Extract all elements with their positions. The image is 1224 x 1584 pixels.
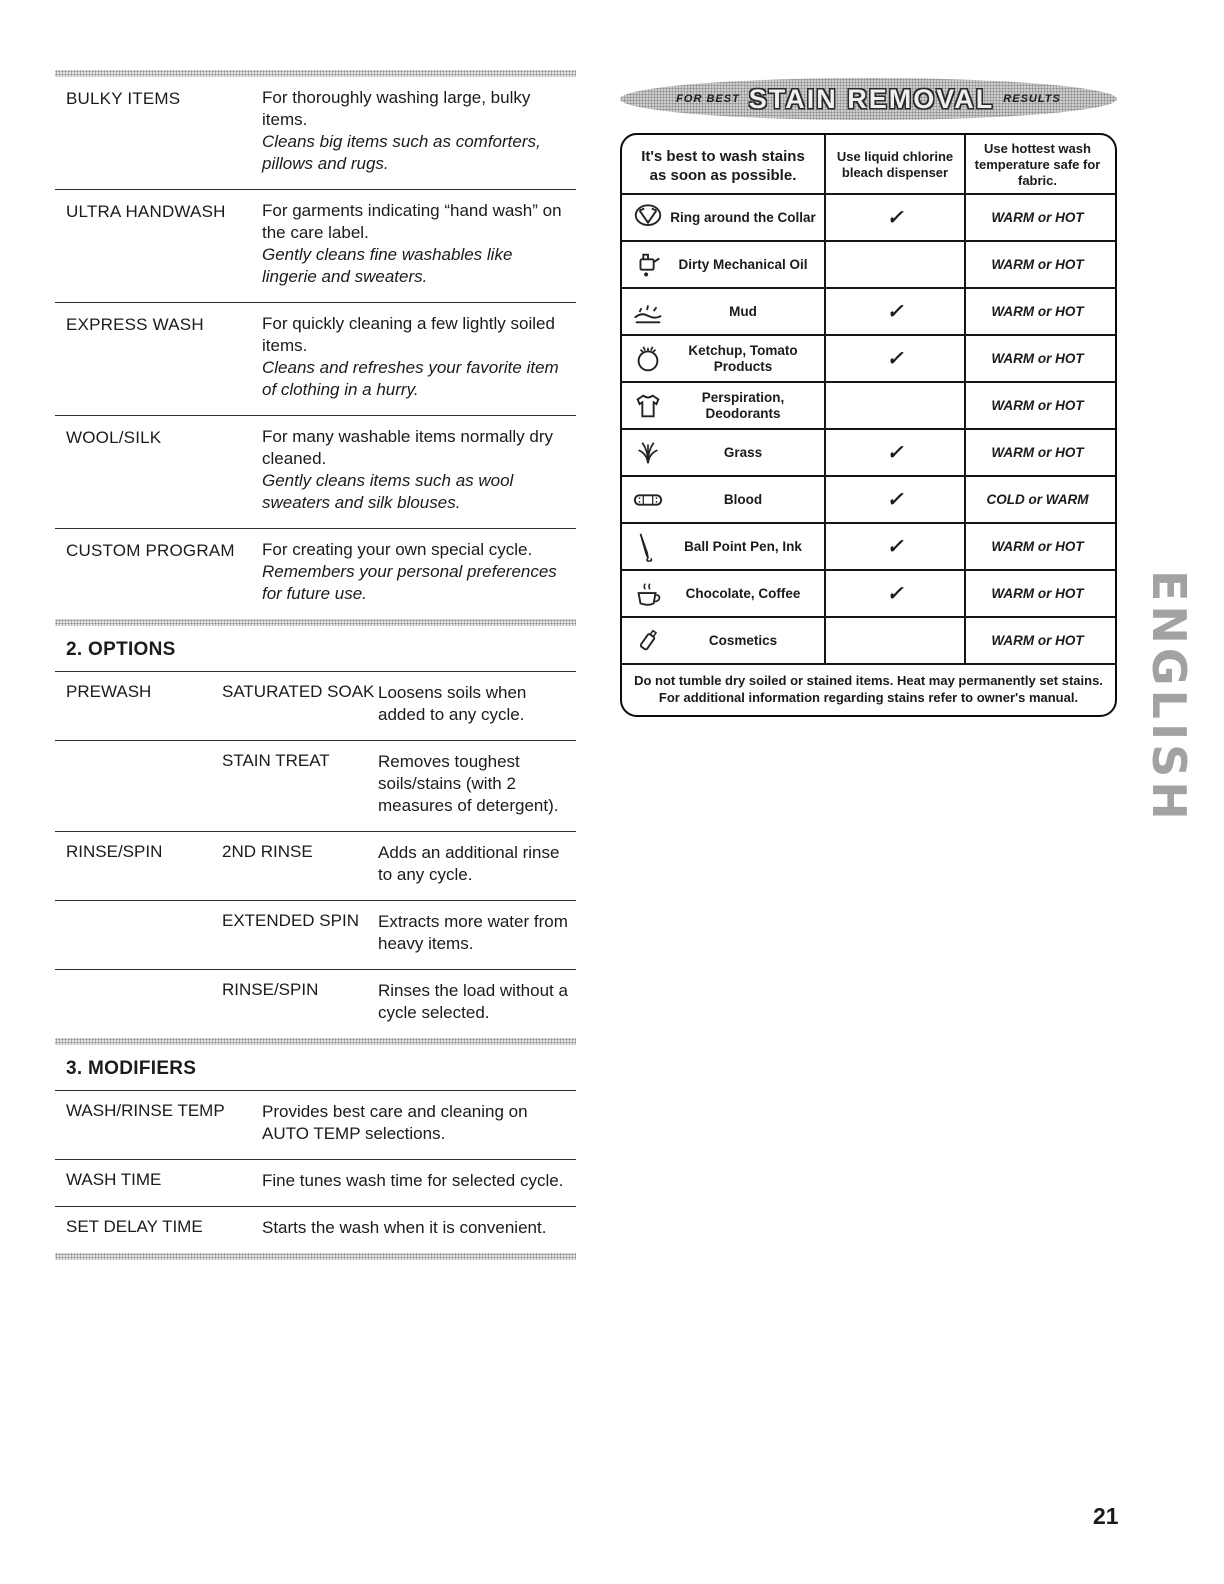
cycle-desc-text: For thoroughly washing large, bulky items. — [262, 88, 531, 129]
cycle-row — [55, 189, 576, 302]
option-group: RINSE/SPIN — [66, 842, 163, 861]
cycle-row — [55, 415, 576, 528]
stain-temp-cell: COLD or WARM — [964, 477, 1109, 522]
modifier-name: WASH/RINSE TEMP — [66, 1101, 225, 1120]
cycle-description — [262, 200, 566, 288]
option-description: Loosens soils when added to any cycle. — [378, 683, 527, 724]
pen-icon — [630, 529, 666, 565]
stain-label-cell — [622, 242, 824, 287]
blood-icon — [630, 482, 666, 518]
stain-label: Grass — [723, 444, 763, 460]
cycle-desc-note: Gently cleans items such as wool sweaters and silk blouses. — [262, 471, 514, 512]
stain-temp-cell: WARM or HOT — [964, 336, 1109, 381]
stain-row — [622, 193, 1115, 240]
stain-removal-banner — [620, 78, 1117, 120]
stain-label-cell — [622, 336, 824, 381]
cycle-name: EXPRESS WASH — [66, 315, 204, 334]
mud-icon — [630, 294, 666, 330]
stain-footnote — [622, 663, 1115, 715]
stain-bleach-cell: ✓ — [824, 430, 964, 475]
page-number: 21 — [1093, 1503, 1119, 1529]
stain-row — [622, 240, 1115, 287]
stain-footnote-line1: Do not tumble dry soiled or stained items. Heat may permanently set stains. — [634, 673, 1103, 688]
stain-label: Perspiration, Deodorants — [701, 389, 785, 421]
option-group: PREWASH — [66, 682, 152, 701]
stain-header-bleach: Use liquid chlorine bleach dispenser — [824, 135, 964, 193]
option-name: 2ND RINSE — [222, 842, 313, 861]
stain-label-cell — [622, 195, 824, 240]
banner-post-text: RESULTS — [1003, 93, 1061, 105]
stain-row — [622, 522, 1115, 569]
stain-row — [622, 287, 1115, 334]
option-row — [55, 969, 576, 1038]
modifiers-heading: 3. MODIFIERS — [55, 1045, 576, 1091]
stain-row — [622, 381, 1115, 428]
stain-bleach-cell — [824, 618, 964, 663]
cycle-description — [262, 87, 566, 175]
collar-icon — [630, 200, 666, 236]
stain-row — [622, 428, 1115, 475]
stain-label-cell — [622, 383, 824, 428]
oil-icon — [630, 247, 666, 283]
modifier-description: Starts the wash when it is convenient. — [262, 1218, 547, 1237]
stain-table-header — [622, 135, 1115, 193]
option-row — [55, 831, 576, 900]
option-row — [55, 672, 576, 740]
option-description: Removes toughest soils/stains (with 2 measures of detergent). — [378, 752, 559, 815]
cycle-description — [262, 426, 566, 514]
section-divider-top — [55, 70, 576, 77]
cycle-desc-text: For garments indicating “hand wash” on the care label. — [262, 201, 562, 242]
stain-label: Dirty Mechanical Oil — [678, 256, 808, 272]
option-row — [55, 740, 576, 831]
stain-header-intro: It's best to wash stains as soon as possible. — [641, 148, 805, 184]
modifier-row — [55, 1159, 576, 1206]
cycle-name: ULTRA HANDWASH — [66, 202, 226, 221]
cycle-row — [55, 77, 576, 189]
option-description: Rinses the load without a cycle selected. — [378, 981, 568, 1022]
stain-label: Ball Point Pen, Ink — [684, 538, 802, 554]
coffee-icon — [630, 576, 666, 612]
option-group — [66, 980, 222, 1024]
stain-label: Ketchup, Tomato Products — [688, 342, 798, 374]
cycle-desc-text: For many washable items normally dry cleaned. — [262, 427, 553, 468]
stain-header-temp: Use hottest wash temperature safe for fabric. — [964, 135, 1109, 193]
banner-pre-text: FOR BEST — [676, 93, 740, 105]
stain-temp-cell: WARM or HOT — [964, 430, 1109, 475]
cycle-desc-text: For quickly cleaning a few lightly soiled items. — [262, 314, 555, 355]
stain-label-cell — [622, 618, 824, 663]
language-side-tab: ENGLISH — [1142, 570, 1196, 824]
banner-title: STAIN REMOVAL — [748, 83, 995, 114]
option-name: EXTENDED SPIN — [222, 911, 359, 930]
stain-label-cell — [622, 430, 824, 475]
stain-row — [622, 569, 1115, 616]
cycle-desc-text: For creating your own special cycle. — [262, 540, 533, 559]
cycle-name: WOOL/SILK — [66, 428, 162, 447]
modifier-description: Fine tunes wash time for selected cycle. — [262, 1171, 564, 1190]
stain-row — [622, 616, 1115, 663]
stain-bleach-cell — [824, 383, 964, 428]
stain-bleach-cell: ✓ — [824, 289, 964, 334]
stain-label: Blood — [723, 491, 763, 507]
option-row — [55, 900, 576, 969]
stain-label: Chocolate, Coffee — [685, 585, 801, 601]
stain-label-cell — [622, 477, 824, 522]
cycle-desc-note: Cleans and refreshes your favorite item of clothing in a hurry. — [262, 358, 559, 399]
option-description: Adds an additional rinse to any cycle. — [378, 843, 560, 884]
cosmetics-icon — [630, 623, 666, 659]
modifiers-table — [55, 1091, 576, 1253]
cycles-table — [55, 77, 576, 619]
tomato-icon — [630, 341, 666, 377]
cycle-description — [262, 539, 566, 605]
stain-bleach-cell: ✓ — [824, 571, 964, 616]
stain-temp-cell: WARM or HOT — [964, 571, 1109, 616]
shirt-icon — [630, 388, 666, 424]
stain-label-cell — [622, 571, 824, 616]
modifier-name: WASH TIME — [66, 1170, 162, 1189]
stain-label: Mud — [729, 303, 757, 319]
section-divider-modifiers — [55, 1038, 576, 1045]
cycle-desc-note: Remembers your personal preferences for future use. — [262, 562, 557, 603]
stain-temp-cell: WARM or HOT — [964, 289, 1109, 334]
stain-bleach-cell — [824, 242, 964, 287]
stain-bleach-cell: ✓ — [824, 195, 964, 240]
stain-temp-cell: WARM or HOT — [964, 383, 1109, 428]
stain-bleach-cell: ✓ — [824, 336, 964, 381]
grass-icon — [630, 435, 666, 471]
cycle-row — [55, 302, 576, 415]
stain-temp-cell: WARM or HOT — [964, 618, 1109, 663]
cycle-name: BULKY ITEMS — [66, 89, 181, 108]
stain-temp-cell: WARM or HOT — [964, 195, 1109, 240]
section-divider-bottom — [55, 1253, 576, 1260]
options-table — [55, 672, 576, 1038]
stain-temp-cell: WARM or HOT — [964, 242, 1109, 287]
stain-temp-cell: WARM or HOT — [964, 524, 1109, 569]
option-group — [66, 751, 222, 817]
option-name: SATURATED SOAK — [222, 682, 375, 701]
options-heading: 2. OPTIONS — [55, 626, 576, 672]
cycle-description — [262, 313, 566, 401]
stain-bleach-cell: ✓ — [824, 477, 964, 522]
stain-label-cell — [622, 289, 824, 334]
stain-rows — [622, 193, 1115, 663]
stain-removal-panel — [620, 78, 1117, 717]
stain-footnote-line2: For additional information regarding stains refer to owner's manual. — [658, 690, 1079, 705]
option-name: RINSE/SPIN — [222, 980, 319, 999]
cycles-options-column — [55, 70, 576, 1260]
cycle-desc-note: Gently cleans fine washables like lingerie and sweaters. — [262, 245, 513, 286]
stain-row — [622, 334, 1115, 381]
stain-label: Cosmetics — [708, 632, 778, 648]
stain-row — [622, 475, 1115, 522]
stain-table — [620, 133, 1117, 717]
stain-label: Ring around the Collar — [670, 209, 816, 225]
modifier-name: SET DELAY TIME — [66, 1217, 203, 1236]
modifier-row — [55, 1091, 576, 1159]
option-name: STAIN TREAT — [222, 751, 330, 770]
modifier-description: Provides best care and cleaning on AUTO TEMP selections. — [262, 1102, 528, 1143]
cycle-row — [55, 528, 576, 619]
option-group — [66, 911, 222, 955]
cycle-name: CUSTOM PROGRAM — [66, 541, 235, 560]
modifier-row — [55, 1206, 576, 1253]
option-description: Extracts more water from heavy items. — [378, 912, 568, 953]
cycle-desc-note: Cleans big items such as comforters, pillows and rugs. — [262, 132, 541, 173]
stain-bleach-cell: ✓ — [824, 524, 964, 569]
section-divider-options — [55, 619, 576, 626]
stain-label-cell — [622, 524, 824, 569]
